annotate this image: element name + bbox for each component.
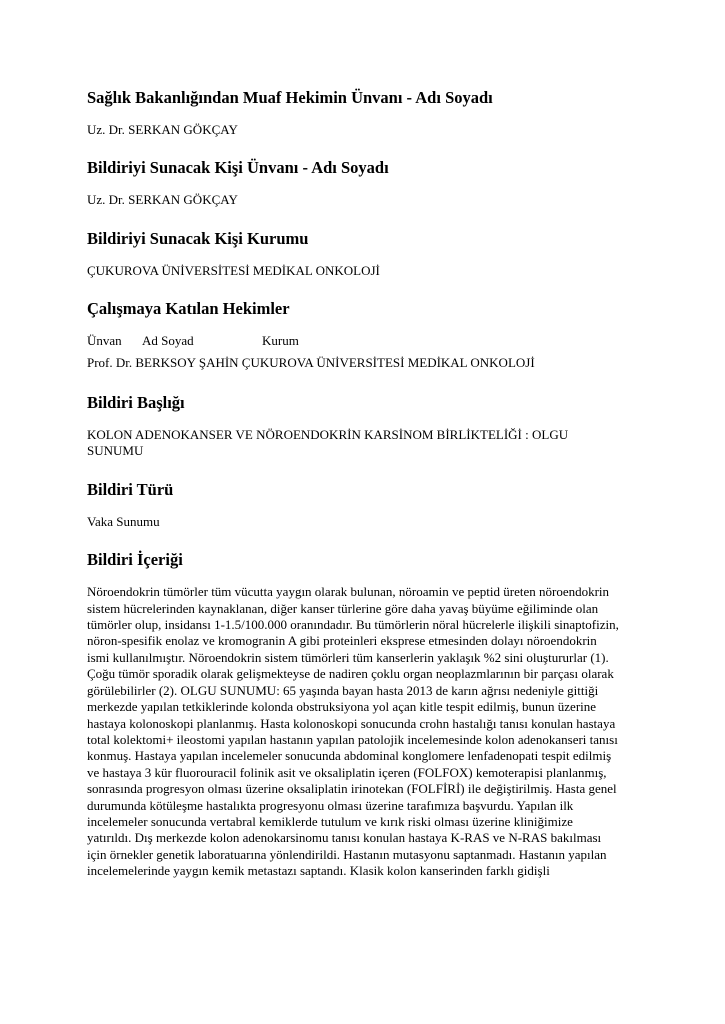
heading-hekimler: Çalışmaya Katılan Hekimler	[87, 299, 290, 319]
hekimler-table-header	[87, 333, 647, 349]
heading-bildiri-basligi: Bildiri Başlığı	[87, 393, 185, 413]
column-header-unvan: Ünvan	[87, 333, 122, 349]
heading-kurum: Bildiriyi Sunacak Kişi Kurumu	[87, 228, 309, 248]
column-header-ad-soyad: Ad Soyad	[142, 333, 194, 349]
bildiri-turu-value: Vaka Sunumu	[87, 513, 160, 529]
sunacak-kisi-value: Uz. Dr. SERKAN GÖKÇAY	[87, 192, 238, 208]
heading-bildiri-turu: Bildiri Türü	[87, 479, 174, 499]
heading-muaf-hekim: Sağlık Bakanlığından Muaf Hekimin Ünvanı - Adı Soyadı	[87, 88, 493, 107]
column-header-kurum: Kurum	[262, 333, 299, 349]
bildiri-icerigi-text: Nöroendokrin tümörler tüm vücutta yaygın olarak bulunan, nöroamin ve peptid üreten nöroendokrin sistem hücrelerinden kaynaklanan, diğer kanser türlerine göre daha yavaş büyüme eğiliminde olan tümörler olup, insidansı 1-1.5/100.000 oranındadır. Bu tümörlerin nöral hücrelerle ilişkili sinaptofizin, nöron-spesifik enolaz ve kromogranin A gibi proteinleri eksprese etmesinden dolayı nöroendokrin ismi kullanılmıştır. Nöroendokrin sistem tümörleri tüm kanserlerin yaklaşık %2 sini oluştururlar (1). Çoğu tümör sporadik olarak gelişmekteyse de nadiren çoklu organ neoplazmlarının bir parçası olarak görülebilirler (2). OLGU SUNUMU: 65 yaşında bayan hasta 2013 de karın ağrısı nedeniyle gittiği merkezde yapılan tetkiklerinde kolonda obstruksiyona yol açan kitle tespit edilmiş, bunun üzerine hastaya kolonoskopi planlanmış. Hasta kolonoskopi sonucunda crohn hastalığı tanısı konulan hastaya total kolektomi+ ileostomi yapılan hastanın yapılan patolojik incelemesinde kolon adenokanseri tanısı konmuş. Hastaya yapılan incelemeler sonucunda abdominal konglomere lenfadenopati tespit edilmiş ve hastaya 3 kür fluorouracil folinik asit ve oksaliplatin içeren (FOLFOX) kemoterapisi planlanmış, sonrasında progresyon olması üzerine oksaliplatin irinotekan (FOLFİRİ) ile değiştirilmiş. Hasta genel durumunda kötüleşme hastalıkta progresyonu olması üzerine tarafımıza başvurdu. Yapılan ilk incelemeler sonucunda vertabral kemiklerde tutulum ve kırık riski olması üzerine kliniğimize yatırıldı. Dış merkezde kolon adenokarsinomu tanısı konulan hastaya K-RAS ve N-RAS bakılması için örnekler genetik laboratuarına yönlendirildi. Hastanın mutasyonu saptanmadı. Hastanın yapılan incelemelerinde yaygın kemik metastazı saptandı. Klasik kolon kanserinden farklı gidişli	[87, 584, 619, 879]
bildiri-basligi-value: KOLON ADENOKANSER VE NÖROENDOKRİN KARSİNOM BİRLİKTELİĞİ : OLGU SUNUMU	[87, 427, 569, 459]
hekimler-table-row: Prof. Dr. BERKSOY ŞAHİN ÇUKUROVA ÜNİVERSİTESİ MEDİKAL ONKOLOJİ	[87, 354, 535, 370]
muaf-hekim-value: Uz. Dr. SERKAN GÖKÇAY	[87, 122, 238, 137]
kurum-value: ÇUKUROVA ÜNİVERSİTESİ MEDİKAL ONKOLOJİ	[87, 262, 380, 278]
heading-sunacak-kisi: Bildiriyi Sunacak Kişi Ünvanı - Adı Soyadı	[87, 158, 389, 178]
document-page	[87, 84, 647, 880]
heading-bildiri-icerigi: Bildiri İçeriği	[87, 550, 183, 570]
